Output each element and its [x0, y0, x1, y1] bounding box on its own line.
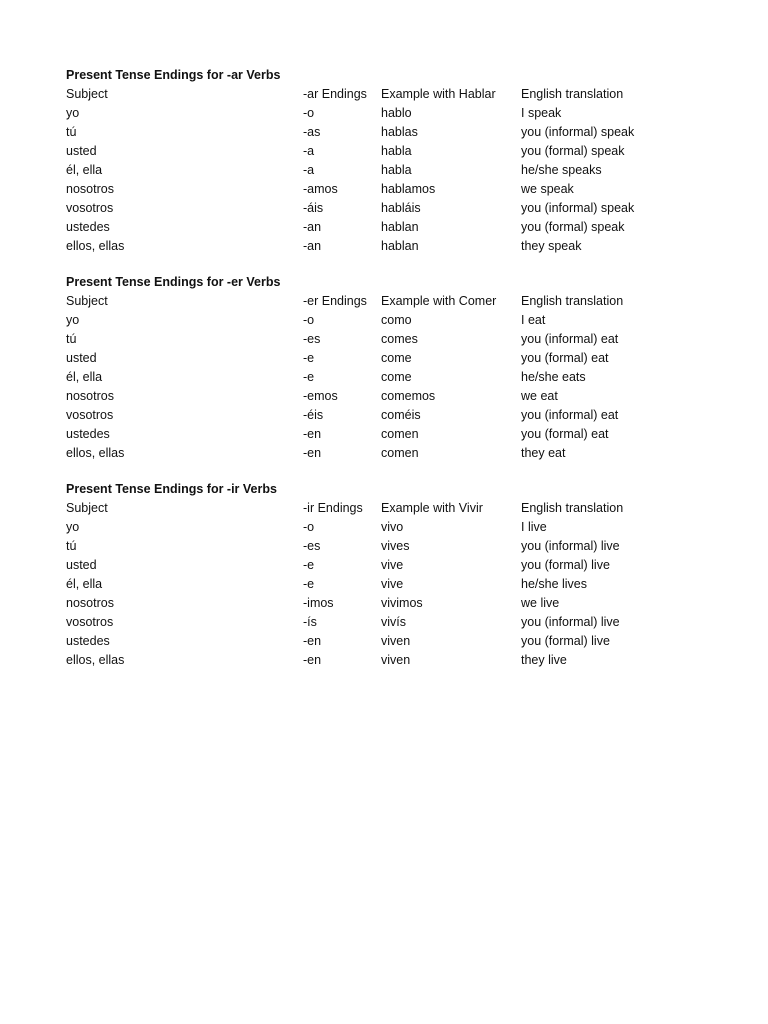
cell-translation: I speak: [521, 106, 562, 120]
cell-subject: ellos, ellas: [66, 239, 125, 253]
cell-subject: usted: [66, 558, 97, 572]
table-row: [66, 180, 706, 199]
header-cell: Example with Hablar: [381, 87, 496, 101]
table-row: [66, 237, 706, 256]
cell-translation: they live: [521, 653, 567, 667]
cell-example: comemos: [381, 389, 436, 403]
cell-subject: él, ella: [66, 163, 103, 177]
cell-ending: -e: [303, 370, 315, 384]
cell-example: vives: [381, 539, 410, 553]
cell-translation: we live: [521, 596, 560, 610]
table-row: [66, 651, 706, 670]
cell-subject: usted: [66, 144, 97, 158]
section-ar-verbs: [66, 66, 706, 256]
cell-subject: ustedes: [66, 634, 110, 648]
cell-example: habla: [381, 144, 412, 158]
table-row: [66, 161, 706, 180]
cell-subject: vosotros: [66, 201, 114, 215]
cell-example: comen: [381, 446, 419, 460]
cell-example: vive: [381, 577, 404, 591]
table-row: [66, 123, 706, 142]
cell-subject: nosotros: [66, 596, 114, 610]
cell-example: come: [381, 351, 412, 365]
section-title: Present Tense Endings for -ir Verbs: [66, 482, 277, 496]
table-row: [66, 104, 706, 123]
cell-ending: -emos: [303, 389, 338, 403]
section-title: Present Tense Endings for -er Verbs: [66, 275, 281, 289]
cell-example: coméis: [381, 408, 421, 422]
cell-subject: yo: [66, 313, 80, 327]
cell-example: hablan: [381, 239, 419, 253]
table-row: [66, 556, 706, 575]
cell-ending: -as: [303, 125, 321, 139]
cell-example: hablas: [381, 125, 418, 139]
table-row: [66, 518, 706, 537]
cell-translation: you (formal) live: [521, 558, 610, 572]
cell-example: como: [381, 313, 412, 327]
header-cell: Subject: [66, 294, 108, 308]
cell-subject: ustedes: [66, 220, 110, 234]
header-cell: Example with Comer: [381, 294, 497, 308]
cell-example: comen: [381, 427, 419, 441]
header-row: [66, 85, 706, 104]
header-cell: Example with Vivir: [381, 501, 483, 515]
cell-example: vivimos: [381, 596, 423, 610]
table-row: [66, 387, 706, 406]
section-title: Present Tense Endings for -ar Verbs: [66, 68, 281, 82]
table-row: [66, 349, 706, 368]
cell-example: habla: [381, 163, 412, 177]
cell-example: habláis: [381, 201, 421, 215]
cell-subject: él, ella: [66, 577, 103, 591]
header-cell: English translation: [521, 87, 624, 101]
document-page: [66, 66, 706, 687]
cell-example: hablamos: [381, 182, 436, 196]
cell-ending: -en: [303, 653, 322, 667]
header-cell: Subject: [66, 87, 108, 101]
cell-translation: we eat: [521, 389, 558, 403]
cell-translation: you (informal) live: [521, 615, 620, 629]
cell-ending: -ís: [303, 615, 317, 629]
section-er-verbs: [66, 273, 706, 463]
section-ir-verbs: [66, 480, 706, 670]
table-row: [66, 594, 706, 613]
cell-translation: you (formal) eat: [521, 351, 609, 365]
header-cell: English translation: [521, 501, 624, 515]
cell-translation: you (informal) speak: [521, 201, 635, 215]
table-row: [66, 632, 706, 651]
cell-subject: tú: [66, 332, 77, 346]
cell-subject: ellos, ellas: [66, 446, 125, 460]
cell-subject: él, ella: [66, 370, 103, 384]
cell-translation: I eat: [521, 313, 546, 327]
cell-example: come: [381, 370, 412, 384]
cell-subject: nosotros: [66, 389, 114, 403]
cell-example: vivís: [381, 615, 406, 629]
cell-translation: you (formal) eat: [521, 427, 609, 441]
cell-example: comes: [381, 332, 418, 346]
cell-example: viven: [381, 634, 411, 648]
cell-ending: -en: [303, 446, 322, 460]
cell-translation: you (formal) speak: [521, 220, 625, 234]
header-cell: -er Endings: [303, 294, 367, 308]
cell-example: hablo: [381, 106, 412, 120]
cell-ending: -o: [303, 106, 315, 120]
table-row: [66, 218, 706, 237]
header-row: [66, 292, 706, 311]
cell-translation: they speak: [521, 239, 582, 253]
cell-translation: I live: [521, 520, 547, 534]
cell-translation: he/she speaks: [521, 163, 602, 177]
cell-subject: yo: [66, 520, 80, 534]
cell-ending: -imos: [303, 596, 334, 610]
cell-ending: -es: [303, 332, 321, 346]
header-row: [66, 499, 706, 518]
cell-ending: -o: [303, 313, 315, 327]
cell-ending: -an: [303, 220, 322, 234]
table-row: [66, 330, 706, 349]
table-row: [66, 368, 706, 387]
cell-subject: ustedes: [66, 427, 110, 441]
cell-example: vive: [381, 558, 404, 572]
table-row: [66, 613, 706, 632]
cell-ending: -en: [303, 427, 322, 441]
cell-ending: -áis: [303, 201, 324, 215]
cell-translation: you (formal) live: [521, 634, 610, 648]
table-row: [66, 406, 706, 425]
table-row: [66, 444, 706, 463]
cell-translation: he/she lives: [521, 577, 588, 591]
cell-ending: -en: [303, 634, 322, 648]
cell-subject: ellos, ellas: [66, 653, 125, 667]
cell-example: vivo: [381, 520, 404, 534]
cell-ending: -an: [303, 239, 322, 253]
cell-ending: -e: [303, 558, 315, 572]
cell-example: hablan: [381, 220, 419, 234]
cell-translation: he/she eats: [521, 370, 586, 384]
cell-ending: -amos: [303, 182, 338, 196]
cell-subject: nosotros: [66, 182, 114, 196]
table-row: [66, 537, 706, 556]
cell-ending: -e: [303, 577, 315, 591]
cell-translation: you (informal) eat: [521, 408, 619, 422]
header-cell: -ir Endings: [303, 501, 363, 515]
cell-subject: vosotros: [66, 615, 114, 629]
cell-example: viven: [381, 653, 411, 667]
cell-ending: -o: [303, 520, 315, 534]
cell-subject: vosotros: [66, 408, 114, 422]
table-row: [66, 311, 706, 330]
header-cell: Subject: [66, 501, 108, 515]
header-cell: -ar Endings: [303, 87, 367, 101]
cell-translation: you (formal) speak: [521, 144, 625, 158]
table-row: [66, 575, 706, 594]
cell-ending: -es: [303, 539, 321, 553]
cell-translation: we speak: [521, 182, 574, 196]
table-row: [66, 425, 706, 444]
cell-ending: -éis: [303, 408, 324, 422]
table-row: [66, 142, 706, 161]
cell-translation: you (informal) live: [521, 539, 620, 553]
table-row: [66, 199, 706, 218]
cell-translation: you (informal) eat: [521, 332, 619, 346]
header-cell: English translation: [521, 294, 624, 308]
cell-subject: tú: [66, 125, 77, 139]
cell-subject: yo: [66, 106, 80, 120]
cell-ending: -e: [303, 351, 315, 365]
cell-translation: you (informal) speak: [521, 125, 635, 139]
cell-ending: -a: [303, 163, 315, 177]
cell-ending: -a: [303, 144, 315, 158]
cell-subject: tú: [66, 539, 77, 553]
cell-translation: they eat: [521, 446, 566, 460]
cell-subject: usted: [66, 351, 97, 365]
